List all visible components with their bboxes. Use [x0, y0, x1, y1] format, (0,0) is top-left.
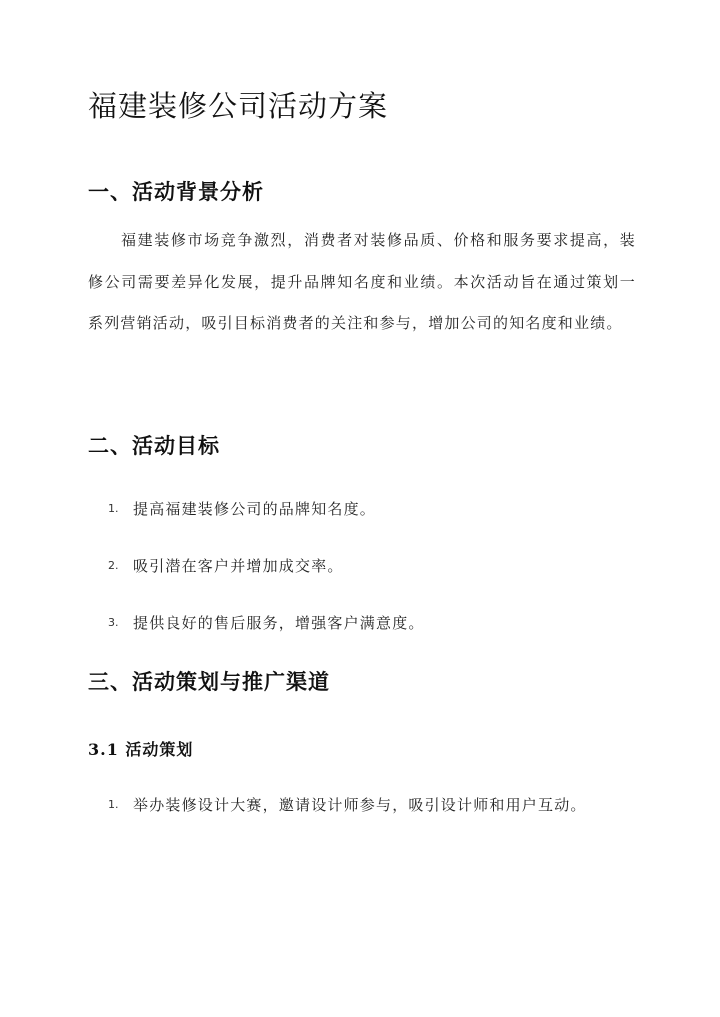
list-number: 1. [108, 502, 119, 515]
background-paragraph: 福建装修市场竞争激烈，消费者对装修品质、价格和服务要求提高，装修公司需要差异化发展，提升品牌知名度和业绩。本次活动旨在通过策划一系列营销活动，吸引目标消费者的关注和参与，增加公司的知名度和业绩。 [88, 231, 636, 332]
list-number: 1. [108, 798, 119, 811]
list-item [108, 555, 425, 576]
section-heading-goals: 二、活动目标 [88, 433, 220, 458]
section-heading-background: 一、活动背景分析 [88, 179, 264, 204]
activity-planning-list [108, 782, 623, 828]
subsection-heading-activity-planning: 3.1 活动策划 [88, 740, 194, 759]
list-number: 2. [108, 559, 119, 572]
list-item-text: 提供良好的售后服务，增强客户满意度。 [133, 614, 425, 632]
goals-list [108, 498, 425, 633]
section-heading-planning: 三、活动策划与推广渠道 [88, 669, 330, 694]
document-title: 福建装修公司活动方案 [88, 89, 389, 123]
list-item [108, 498, 425, 519]
list-item [108, 782, 623, 828]
list-item-text: 提高福建装修公司的品牌知名度。 [133, 500, 377, 518]
list-item-text: 吸引潜在客户并增加成交率。 [133, 557, 344, 575]
list-item [108, 612, 425, 633]
list-number: 3. [108, 616, 119, 629]
list-item-text: 举办装修设计大赛，邀请设计师参与，吸引设计师和用户互动。 [133, 796, 587, 814]
